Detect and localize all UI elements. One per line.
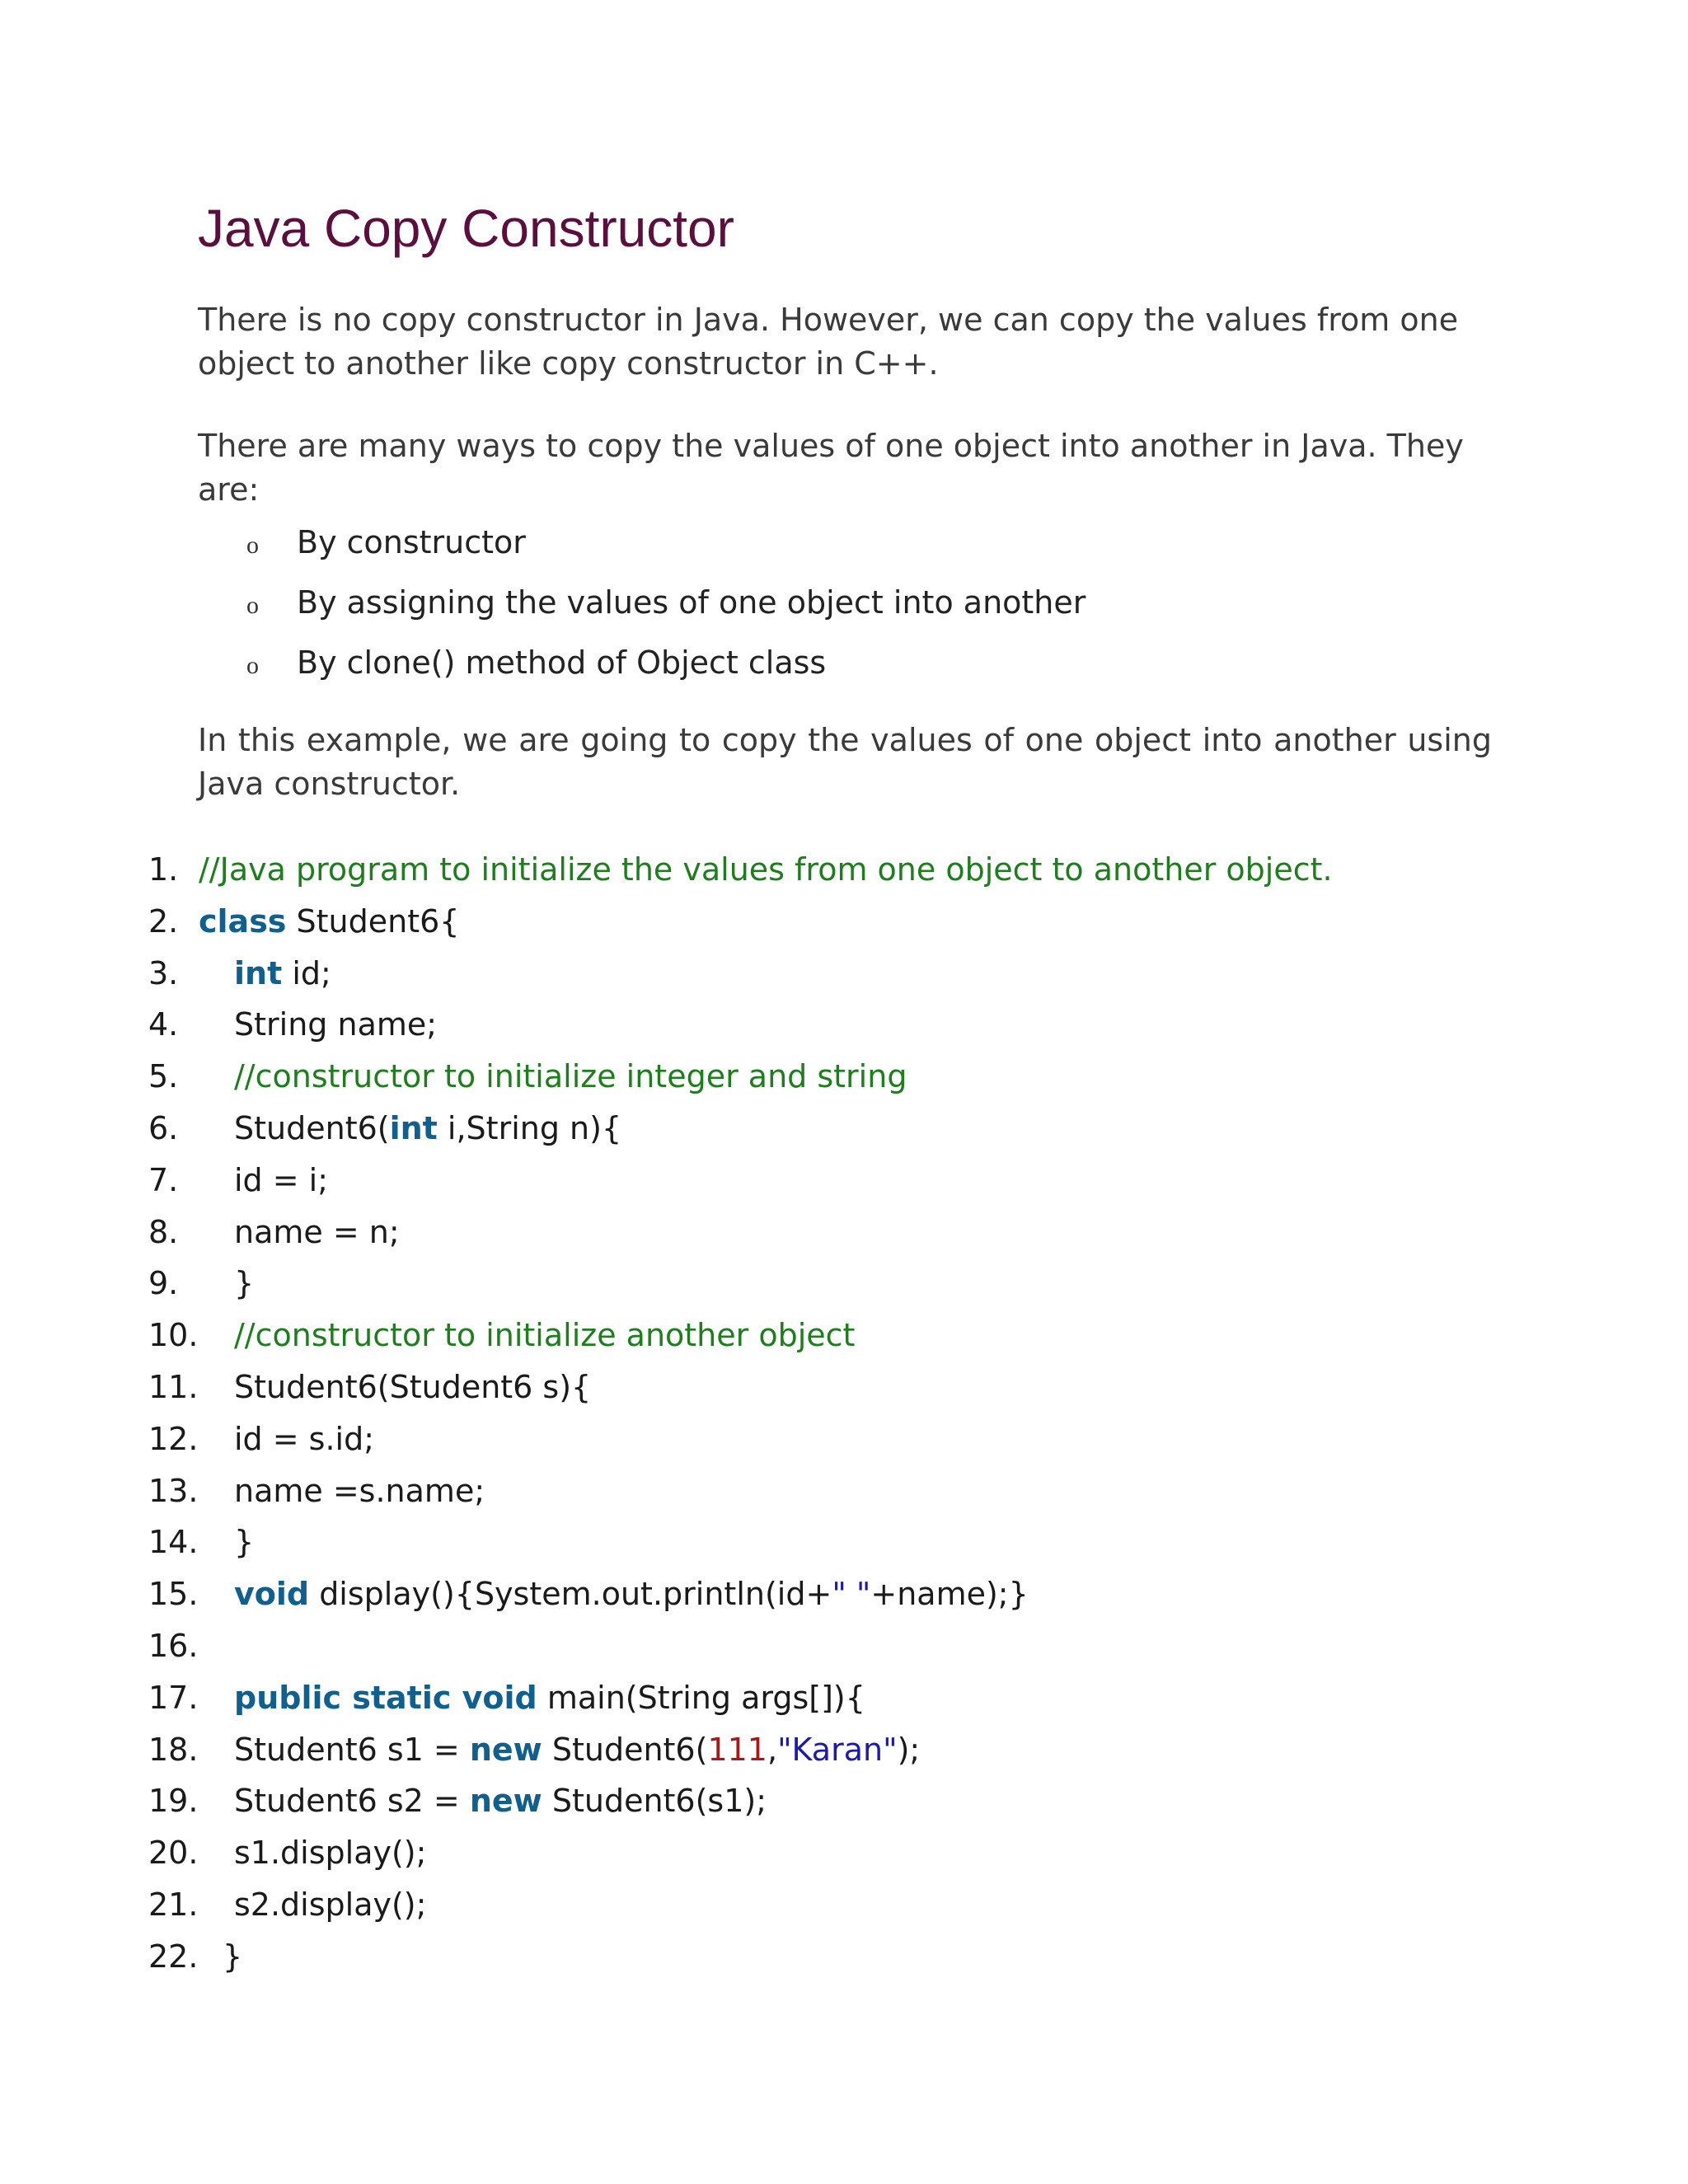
line-number: 22. <box>148 1938 199 1975</box>
list-item <box>198 573 1085 633</box>
code-plain: s2.display(); <box>234 1886 427 1923</box>
code-plain: Student6(Student6 s){ <box>234 1368 592 1405</box>
code-line <box>0 1361 1688 1413</box>
code-plain: ); <box>897 1731 921 1768</box>
code-plain: Student6 s2 = <box>234 1783 470 1820</box>
code-comment: //constructor to initialize integer and string <box>234 1058 907 1095</box>
list-item-text: By assigning the values of one object into another <box>297 584 1086 621</box>
intro-paragraph: There is no copy constructor in Java. However, we can copy the values from one object to another like copy constructor in C++. <box>198 302 1459 382</box>
line-number: 6. <box>148 1109 179 1146</box>
code-plain: name =s.name; <box>234 1472 485 1509</box>
code-line <box>0 1775 1688 1827</box>
code-listing <box>0 844 1688 1983</box>
code-line <box>0 1051 1688 1103</box>
code-plain: } <box>223 1938 243 1975</box>
code-keyword: new <box>469 1731 542 1768</box>
ways-paragraph: There are many ways to copy the values of one object into another in Java. They are: <box>198 428 1464 508</box>
code-line <box>0 1827 1688 1879</box>
line-number: 5. <box>148 1058 179 1095</box>
code-plain: , <box>767 1731 778 1768</box>
bullet-circle-icon: o <box>246 652 259 679</box>
code-comment: //constructor to initialize another object <box>234 1317 856 1354</box>
code-comment: //Java program to initialize the values from one object to another object. <box>199 851 1333 888</box>
code-line <box>0 896 1688 948</box>
line-number: 16. <box>148 1627 199 1664</box>
code-plain: id = s.id; <box>234 1420 375 1457</box>
code-plain: main(String args[]){ <box>537 1679 865 1716</box>
code-plain: name = n; <box>234 1213 400 1250</box>
example-paragraph: In this example, we are going to copy the values of one object into another using Java constructor. <box>198 722 1492 802</box>
code-line <box>0 1724 1688 1776</box>
code-line <box>0 1620 1688 1672</box>
code-keyword: new <box>469 1783 542 1820</box>
code-plain: display(){System.out.println(id+ <box>309 1576 832 1613</box>
line-number: 7. <box>148 1161 179 1198</box>
list-item-text: By clone() method of Object class <box>297 644 827 681</box>
code-keyword: public static void <box>234 1679 537 1716</box>
line-number: 11. <box>148 1368 199 1405</box>
code-text <box>234 1724 920 1775</box>
line-number: 20. <box>148 1835 199 1872</box>
code-keyword: int <box>389 1109 438 1146</box>
line-number: 18. <box>148 1731 199 1768</box>
code-string: " " <box>832 1576 871 1613</box>
code-keyword: class <box>199 902 287 940</box>
list-item-text: By constructor <box>297 524 526 560</box>
code-text <box>234 948 331 999</box>
code-plain: String name; <box>234 1006 438 1043</box>
code-line <box>0 1672 1688 1724</box>
line-number: 21. <box>148 1886 199 1923</box>
code-plain: Student6( <box>234 1109 390 1146</box>
code-line <box>0 844 1688 896</box>
code-plain: Student6( <box>542 1731 708 1768</box>
code-line <box>0 1568 1688 1620</box>
code-plain: Student6(s1); <box>542 1783 767 1820</box>
code-plain: s1.display(); <box>234 1835 427 1872</box>
page-title: Java Copy Constructor <box>198 199 734 258</box>
code-text <box>234 1672 865 1723</box>
code-keyword: int <box>234 954 283 991</box>
code-text <box>234 1775 767 1826</box>
code-plain: Student6 s1 = <box>234 1731 470 1768</box>
line-number: 1. <box>148 851 179 888</box>
code-plain: id; <box>282 954 331 991</box>
code-line <box>0 1879 1688 1931</box>
code-text <box>234 1568 1029 1619</box>
code-number: 111 <box>707 1731 767 1768</box>
code-line <box>0 1103 1688 1155</box>
code-text <box>199 896 459 947</box>
code-line <box>0 1207 1688 1258</box>
bullet-circle-icon: o <box>246 592 259 619</box>
copy-methods-list <box>198 513 1085 693</box>
code-line <box>0 1258 1688 1310</box>
line-number: 19. <box>148 1783 199 1820</box>
code-plain: Student6{ <box>286 902 460 940</box>
line-number: 10. <box>148 1317 199 1354</box>
line-number: 4. <box>148 1006 179 1043</box>
code-line <box>0 1465 1688 1517</box>
code-line <box>0 999 1688 1051</box>
line-number: 8. <box>148 1213 179 1250</box>
code-string: "Karan" <box>777 1731 898 1768</box>
code-line <box>0 1516 1688 1568</box>
code-plain: +name);} <box>870 1576 1029 1613</box>
code-plain: i,String n){ <box>437 1109 622 1146</box>
line-number: 17. <box>148 1679 199 1716</box>
code-text <box>234 1103 621 1154</box>
code-line <box>0 1931 1688 1983</box>
line-number: 15. <box>148 1576 199 1613</box>
line-number: 9. <box>148 1265 179 1302</box>
code-plain: id = i; <box>234 1161 329 1198</box>
line-number: 12. <box>148 1420 199 1457</box>
list-item <box>198 633 1085 693</box>
code-keyword: void <box>234 1576 310 1613</box>
code-line <box>0 1155 1688 1207</box>
code-line <box>0 948 1688 1000</box>
line-number: 13. <box>148 1472 199 1509</box>
line-number: 2. <box>148 902 179 940</box>
code-plain: } <box>234 1265 255 1302</box>
code-line <box>0 1310 1688 1361</box>
line-number: 14. <box>148 1524 199 1561</box>
line-number: 3. <box>148 954 179 991</box>
bullet-circle-icon: o <box>246 532 259 559</box>
code-plain: } <box>234 1524 255 1561</box>
code-line <box>0 1413 1688 1465</box>
list-item <box>198 513 1085 573</box>
